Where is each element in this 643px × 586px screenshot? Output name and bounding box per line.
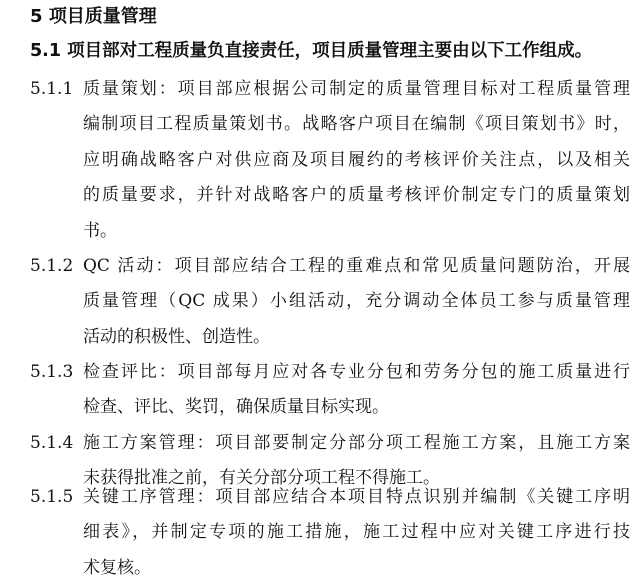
clause-line: 应明确战略客户对供应商及项目履约的考核评价关注点，以及相关 (83, 149, 630, 170)
section-title-text: 项目质量管理 (48, 6, 157, 27)
clause-number: 5.1.4 (30, 433, 74, 453)
clause-5-1-5 (30, 480, 630, 586)
clause-number: 5.1.1 (30, 79, 74, 99)
subsection-lead: 5.1 项目部对工程质量负直接责任，项目质量管理主要由以下工作组成。 (30, 41, 593, 61)
clause-line: 质量管理（QC 成果）小组活动，充分调动全体员工参与质量管理 (83, 291, 630, 312)
clause-line: 书。 (83, 220, 117, 241)
clause-5-1-1 (30, 72, 630, 249)
clause-number: 5.1.2 (30, 256, 74, 276)
clause-5-1-2 (30, 249, 630, 355)
clause-number: 5.1.5 (30, 487, 74, 507)
clause-number: 5.1.3 (30, 362, 74, 382)
clause-line: 的质量要求，并针对战略客户的质量考核评价制定专门的质量策划 (83, 185, 630, 206)
clause-line: 检查评比：项目部每月应对各专业分包和劳务分包的施工质量进行 (83, 362, 630, 382)
clause-line: 活动的积极性、创造性。 (83, 326, 270, 347)
clause-line: 术复核。 (83, 557, 151, 578)
clause-line: 细表》，并制定专项的施工措施，施工过程中应对关键工序进行技 (83, 522, 630, 543)
clause-line: 检查、评比、奖罚，确保质量目标实现。 (83, 397, 389, 418)
section-number: 5 (30, 6, 43, 27)
section-heading (30, 4, 157, 30)
clause-line: QC 活动：项目部应结合工程的重难点和常见质量问题防治，开展 (83, 256, 630, 276)
clause-line: 关键工序管理：项目部应结合本项目特点识别并编制《关键工序明 (83, 487, 630, 507)
clause-line: 质量策划：项目部应根据公司制定的质量管理目标对工程质量管理 (83, 79, 630, 99)
clause-line: 编制项目工程质量策划书。战略客户项目在编制《项目策划书》时， (83, 114, 630, 135)
clause-5-1-3 (30, 355, 630, 426)
clause-line: 未获得批准之前，有关分部分项工程不得施工。 (83, 468, 440, 489)
clause-line: 施工方案管理：项目部要制定分部分项工程施工方案，且施工方案 (83, 433, 630, 453)
